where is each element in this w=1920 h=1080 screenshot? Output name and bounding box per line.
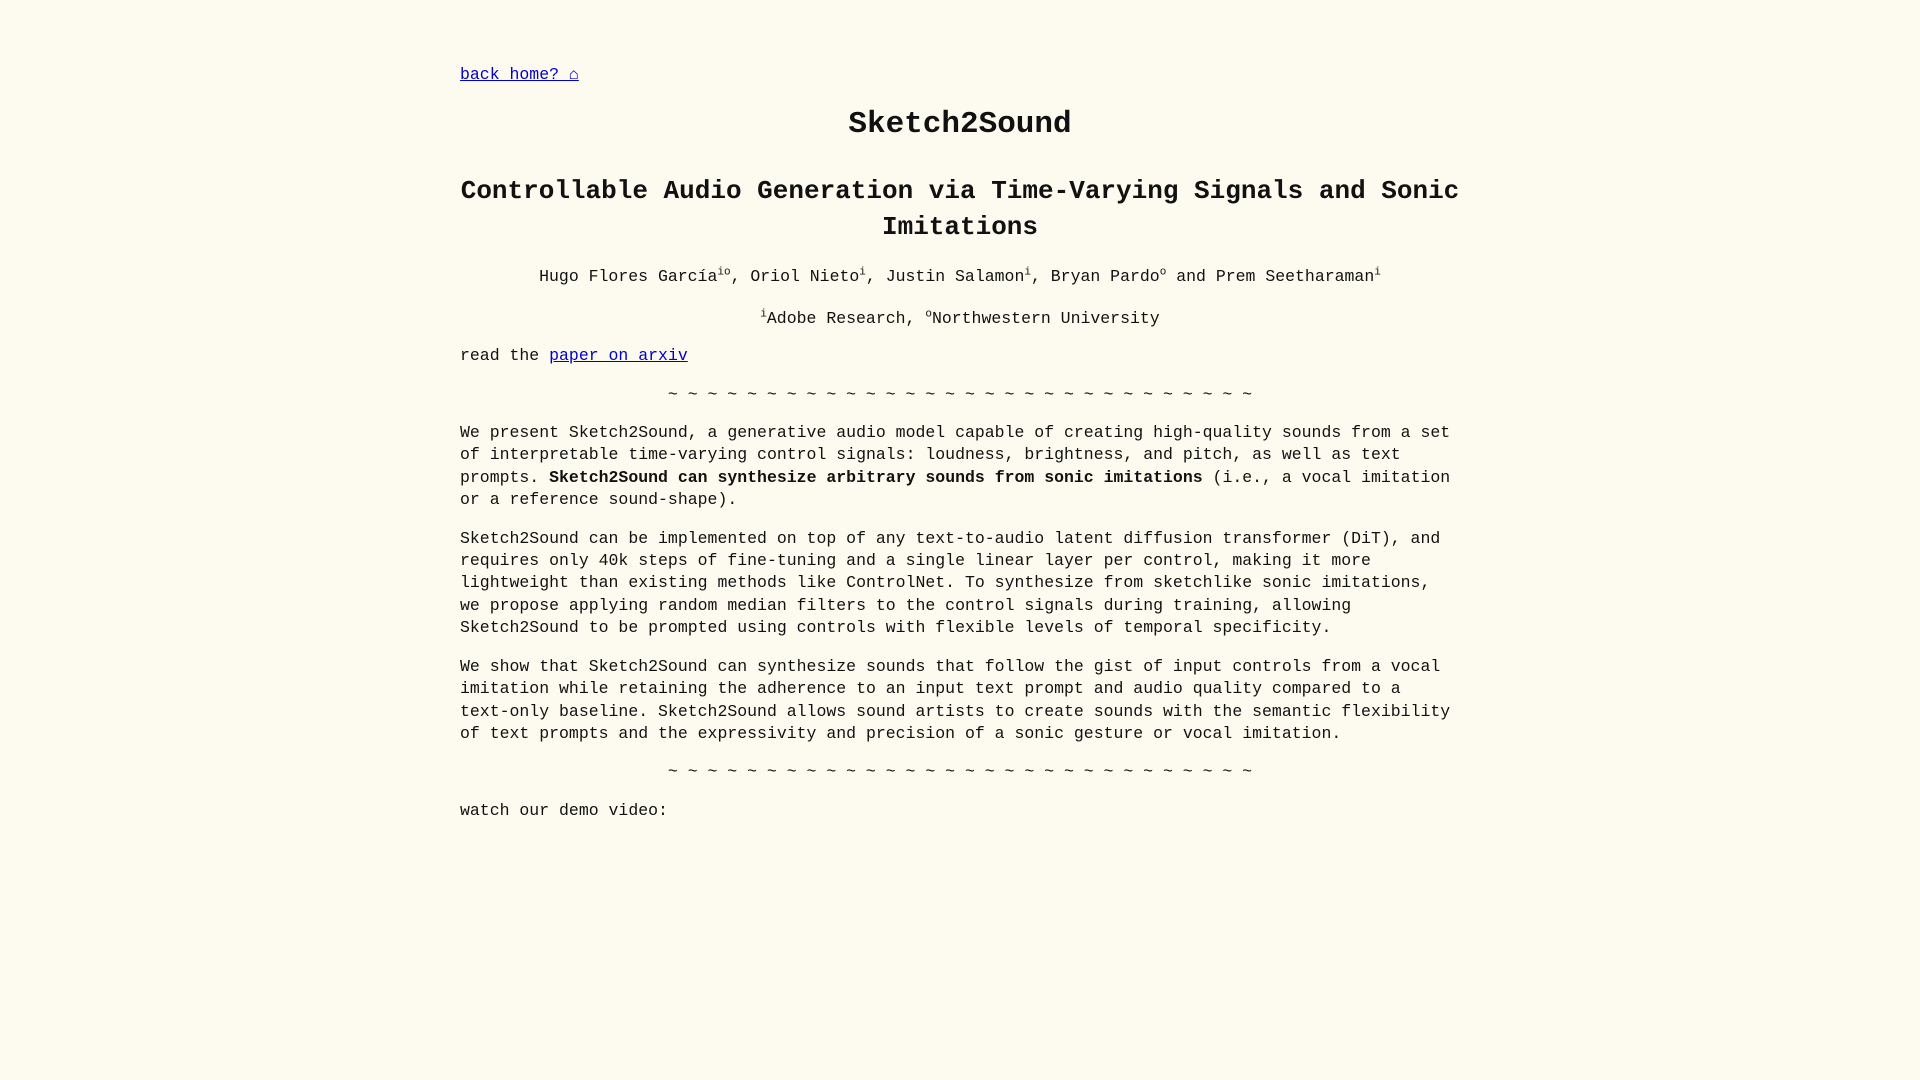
abstract-p1-highlight: Sketch2Sound can synthesize arbitrary sounds from sonic imitations — [549, 467, 1203, 487]
arxiv-paper-link[interactable]: paper on arxiv — [549, 346, 688, 366]
affil-mark: i — [760, 308, 767, 321]
demo-video-area — [460, 830, 1460, 1030]
demo-video-label: watch our demo video: — [460, 800, 668, 820]
read-paper-line — [460, 345, 1460, 367]
author-list — [460, 266, 1460, 288]
back-home-link[interactable]: back home? ⌂ — [460, 65, 579, 84]
author-separator: , — [1030, 267, 1051, 287]
author-name: Prem Seetharaman — [1215, 267, 1375, 287]
author-affil-mark: i — [1374, 266, 1381, 279]
author-separator: , — [730, 267, 751, 287]
affil-separator: , — [905, 308, 926, 328]
affiliation-name: Northwestern University — [931, 308, 1160, 328]
author-affil-mark: i — [859, 266, 866, 279]
tilde-divider: ~ ~ ~ ~ ~ ~ ~ ~ ~ ~ ~ ~ ~ ~ ~ ~ ~ ~ ~ ~ ~ ~ ~ ~ ~ ~ ~ ~ ~ ~ — [667, 384, 1253, 404]
tilde-divider: ~ ~ ~ ~ ~ ~ ~ ~ ~ ~ ~ ~ ~ ~ ~ ~ ~ ~ ~ ~ ~ ~ ~ ~ ~ ~ ~ ~ ~ ~ — [667, 762, 1253, 782]
read-prefix: read the — [460, 346, 550, 366]
author-name: Justin Salamon — [885, 267, 1025, 287]
author-and: and — [1166, 267, 1216, 287]
author-name: Hugo Flores García — [539, 267, 718, 287]
author-separator: , — [865, 267, 886, 287]
affil-mark: o — [925, 308, 932, 321]
author-affil-mark: i — [1024, 266, 1031, 279]
abstract-p1-tail: (i.e., a vocal imitation or a reference sound-shape). — [460, 467, 1451, 510]
abstract-paragraph-3: We show that Sketch2Sound can synthesize sounds that follow the gist of input controls from a vocal imitation while retaining the adherence to an input text prompt and audio quality compared to a text-only baseline. Sketch2Sound allows sound artists to create sounds with the semantic flexibility of text prompts and the expressivity and precision of a sonic gesture or vocal imitation. — [460, 656, 1451, 743]
page-title: Sketch2Sound — [848, 107, 1072, 143]
abstract-paragraph-1 — [460, 422, 1460, 512]
abstract-paragraph-2: Sketch2Sound can be implemented on top of any text-to-audio latent diffusion transformer (DiT), and requires only 40k steps of fine-tuning and a single linear layer per control, making it more lightweight than existing methods like ControlNet. To synthesize from sketchlike sonic imitations, we propose applying random median filters to the control signals during training, allowing Sketch2Sound to be prompted using controls with flexible levels of temporal specificity. — [460, 528, 1441, 638]
page-content — [460, 0, 1460, 1030]
author-name: Bryan Pardo — [1050, 267, 1160, 287]
affiliation-list — [460, 308, 1460, 330]
abstract-p1-text: We present Sketch2Sound, a generative audio model capable of creating high-quality sounds from a set of interpretable time-varying control signals: loudness, brightness, and pitch, as well as text prompts. — [460, 423, 1451, 487]
author-affil-mark: io — [717, 266, 731, 279]
author-name: Oriol Nieto — [750, 267, 860, 287]
affiliation-name: Adobe Research — [766, 308, 906, 328]
page-subtitle: Controllable Audio Generation via Time-Varying Signals and Sonic Imitations — [460, 176, 1460, 243]
author-affil-mark: o — [1159, 266, 1167, 279]
